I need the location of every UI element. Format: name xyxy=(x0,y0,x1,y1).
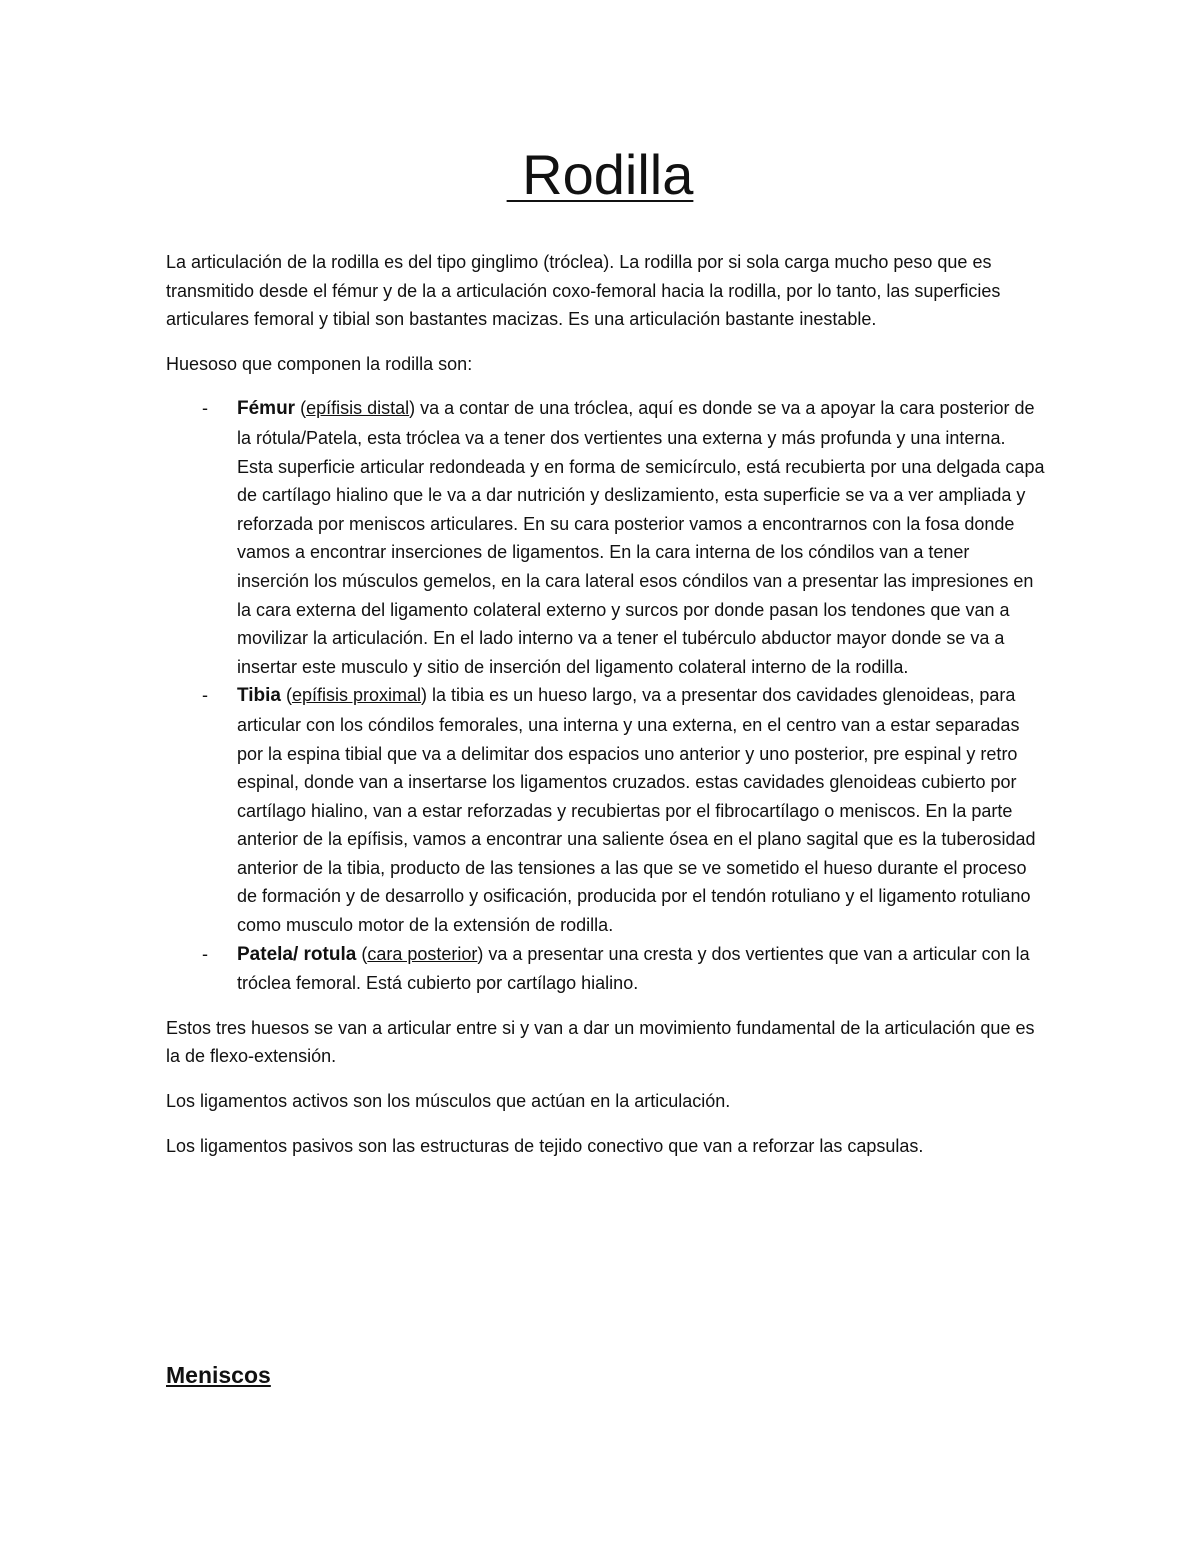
paragraph-active-ligaments: Los ligamentos activos son los músculos que actúan en la articulación. xyxy=(166,1091,731,1112)
open-paren: ( xyxy=(356,943,368,964)
bones-list xyxy=(166,394,1046,997)
qualifier-tibia: epífisis proximal xyxy=(292,685,422,706)
term-patela: Patela/ rotula xyxy=(237,943,357,965)
bones-intro: Huesoso que componen la rodilla son: xyxy=(166,353,473,374)
paragraph-passive-ligaments: Los ligamentos pasivos son las estructuras de tejido conectivo que van a reforzar las capsulas. xyxy=(166,1135,924,1156)
list-item-femur xyxy=(166,394,1046,681)
section-heading-meniscos: Meniscos xyxy=(166,1362,271,1388)
description-femur: ) va a contar de una tróclea, aquí es donde se va a apoyar la cara posterior de la rótula/Patela, esta tróclea va a tener dos vertientes una externa y más profunda y una interna. Esta superficie articular redondeada y en forma de semicírculo, está recubierta por una delgada capa de cartílago hialino que le va a dar nutrición y deslizamiento, esta superficie se va a ver ampliada y reforzada por meniscos articulares. En su cara posterior vamos a encontrarnos con la fosa donde vamos a encontrar inserciones de ligamentos. En la cara interna de los cóndilos van a tener inserción los músculos gemelos, en la cara lateral esos cóndilos van a presentar las impresiones en la cara externa del ligamento colateral externo y surcos por donde pasan los tendones que van a movilizar la articulación. En el lado interno va a tener el tubérculo abductor mayor donde se va a insertar este musculo y sitio de inserción del ligamento colateral interno de la rodilla. xyxy=(237,398,1045,677)
list-item-patela xyxy=(166,940,1046,998)
qualifier-femur: epífisis distal xyxy=(306,398,410,419)
bullet-dash: - xyxy=(202,943,208,964)
intro-paragraph: La articulación de la rodilla es del tipo ginglimo (tróclea). La rodilla por si sola carga mucho peso que es transmitido desde el fémur y de la a articulación coxo-femoral hacia la rodilla, por lo tanto, las superficies articulares femoral y tibial son bastantes macizas. Es una articulación bastante inestable. xyxy=(166,252,1001,330)
term-femur: Fémur xyxy=(237,398,296,420)
open-paren: ( xyxy=(281,685,292,706)
document-body xyxy=(166,248,1046,1176)
description-patela: ) va a presentar una cresta y dos vertientes que van a articular con la tróclea femoral. Está cubierto por cartílago hialino. xyxy=(237,943,1030,994)
paragraph-articulation: Estos tres huesos se van a articular entre si y van a dar un movimiento fundamental de la articulación que es la de flexo-extensión. xyxy=(166,1017,1035,1067)
open-paren: ( xyxy=(295,398,307,419)
page-title: Rodilla xyxy=(506,143,694,206)
qualifier-patela: cara posterior xyxy=(367,943,478,964)
list-item-tibia xyxy=(166,681,1046,939)
bullet-dash: - xyxy=(202,685,208,706)
bullet-dash: - xyxy=(202,398,208,419)
term-tibia: Tibia xyxy=(237,685,281,707)
description-tibia: ) la tibia es un hueso largo, va a presentar dos cavidades glenoideas, para articular con los cóndilos femorales, una interna y una externa, en el centro van a estar separadas por la espina tibial que va a delimitar dos espacios uno anterior y uno posterior, pre espinal y retro espinal, donde van a insertarse los ligamentos cruzados. estas cavidades glenoideas cubierto por cartílago hialino, van a estar reforzadas y recubiertas por el fibrocartílago o meniscos. En la parte anterior de la epífisis, vamos a encontrar una saliente ósea en el plano sagital que es la tuberosidad anterior de la tibia, producto de las tensiones a las que se ve sometido el hueso durante el proceso de formación y de desarrollo y osificación, producida por el tendón rotuliano y el ligamento rotuliano como musculo motor de la extensión de rodilla. xyxy=(237,685,1036,936)
